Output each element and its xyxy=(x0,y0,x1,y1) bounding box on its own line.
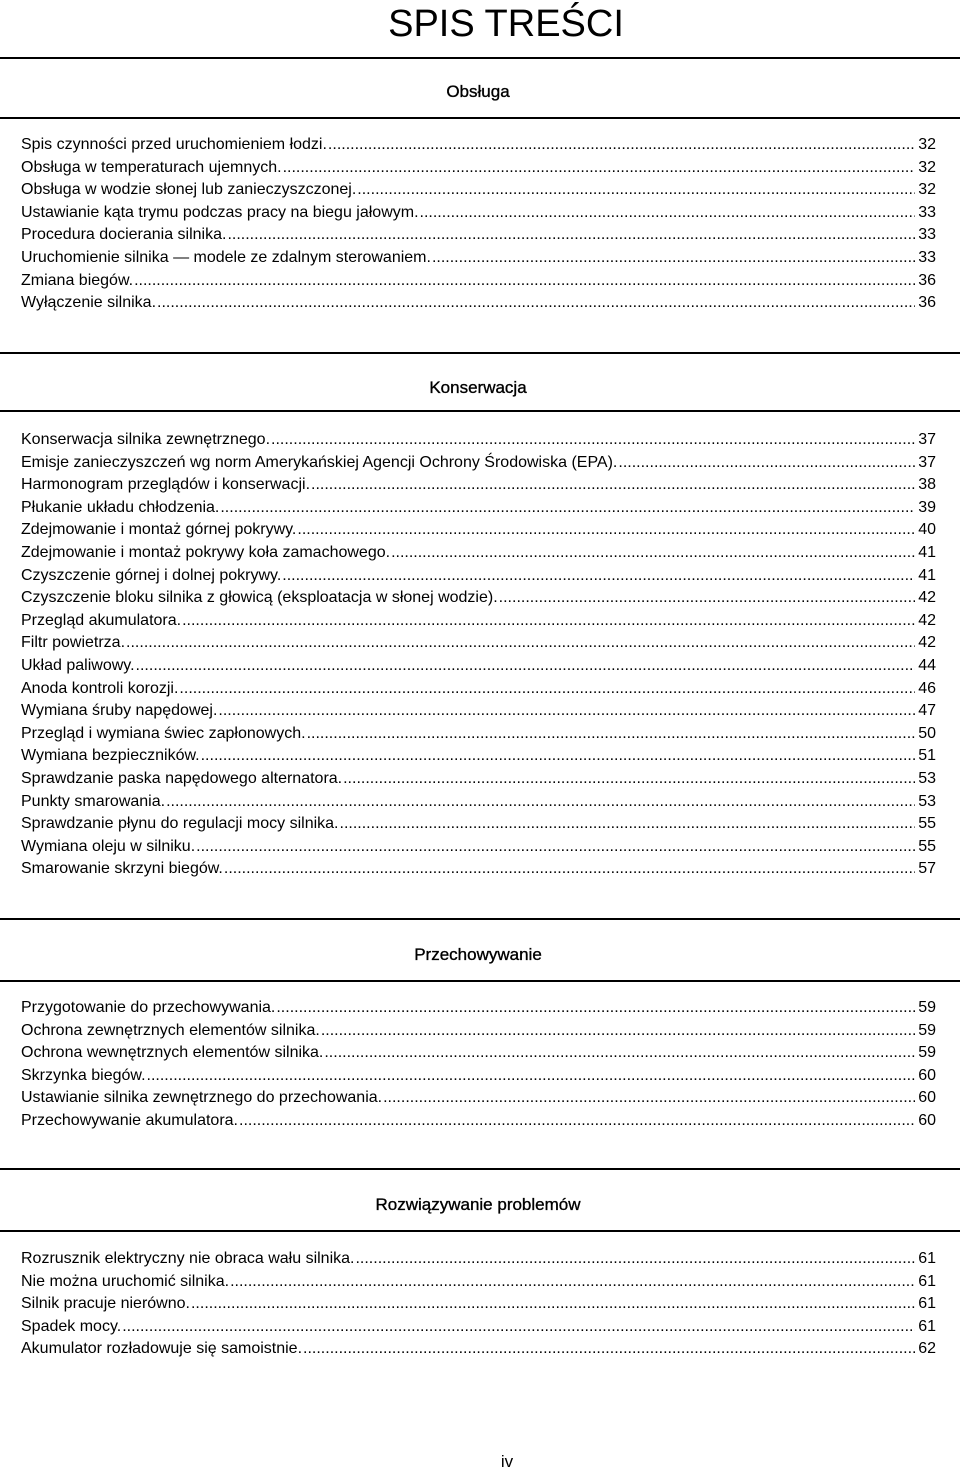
section-divider xyxy=(0,410,960,412)
toc-entry-page-number: 47 xyxy=(918,702,936,720)
toc-entry-page-number: 62 xyxy=(918,1340,936,1358)
toc-entry-page-number: 59 xyxy=(918,1044,936,1062)
toc-entry-page-number: 37 xyxy=(918,453,936,471)
toc-dot-leader xyxy=(239,1110,915,1133)
toc-list-obsluga xyxy=(21,134,936,315)
toc-entry-title: Ochrona zewnętrznych elementów silnika. xyxy=(21,1021,320,1039)
toc-entry-page-number: 55 xyxy=(918,837,936,855)
toc-entry-page-number: 41 xyxy=(918,566,936,584)
toc-entry[interactable] xyxy=(21,157,936,180)
toc-entry-page-number: 39 xyxy=(918,498,936,516)
toc-entry-page-number: 59 xyxy=(918,1021,936,1039)
toc-entry[interactable] xyxy=(21,270,936,293)
toc-entry[interactable] xyxy=(21,1087,936,1110)
toc-entry-title: Zmiana biegów. xyxy=(21,271,134,289)
toc-entry-page-number: 51 xyxy=(918,747,936,765)
toc-entry[interactable] xyxy=(21,813,936,836)
toc-dot-leader xyxy=(321,1020,915,1043)
toc-entry-page-number: 42 xyxy=(918,611,936,629)
toc-entry-page-number: 36 xyxy=(918,271,936,289)
toc-dot-leader xyxy=(383,1087,915,1110)
toc-entry-title: Płukanie układu chłodzenia. xyxy=(21,498,220,516)
toc-entry-title: Przechowywanie akumulatora. xyxy=(21,1111,238,1129)
toc-list-konserwacja xyxy=(21,429,936,881)
toc-dot-leader xyxy=(126,632,915,655)
toc-entry[interactable] xyxy=(21,655,936,678)
toc-entry[interactable] xyxy=(21,1293,936,1316)
toc-entry-page-number: 36 xyxy=(918,294,936,312)
toc-entry-page-number: 32 xyxy=(918,181,936,199)
toc-entry[interactable] xyxy=(21,1065,936,1088)
toc-entry[interactable] xyxy=(21,1020,936,1043)
toc-entry-title: Przegląd i wymiana świec zapłonowych. xyxy=(21,724,306,742)
toc-entry[interactable] xyxy=(21,497,936,520)
section-divider xyxy=(0,918,960,920)
toc-entry-page-number: 53 xyxy=(918,769,936,787)
toc-dot-leader xyxy=(303,1338,915,1361)
section-divider xyxy=(0,1168,960,1170)
section-heading-rozwiazywanie-problemow: Rozwiązywanie problemów xyxy=(375,1195,581,1214)
toc-entry[interactable] xyxy=(21,768,936,791)
toc-entry-page-number: 42 xyxy=(918,589,936,607)
toc-entry-page-number: 61 xyxy=(918,1295,936,1313)
toc-entry-page-number: 42 xyxy=(918,634,936,652)
page-title: SPIS TREŚCI xyxy=(388,3,624,45)
section-heading-obsluga: Obsługa xyxy=(446,82,510,101)
toc-entry[interactable] xyxy=(21,542,936,565)
toc-entry-title: Uruchomienie silnika — modele ze zdalnym sterowaniem. xyxy=(21,248,431,266)
toc-dot-leader xyxy=(307,723,916,746)
toc-entry-title: Wymiana oleju w silniku. xyxy=(21,837,196,855)
toc-dot-leader xyxy=(220,497,915,520)
toc-entry-page-number: 41 xyxy=(918,543,936,561)
toc-entry-title: Silnik pracuje nierówno. xyxy=(21,1295,190,1313)
toc-entry[interactable] xyxy=(21,429,936,452)
toc-entry[interactable] xyxy=(21,587,936,610)
toc-entry[interactable] xyxy=(21,1316,936,1339)
toc-entry[interactable] xyxy=(21,1248,936,1271)
toc-entry[interactable] xyxy=(21,565,936,588)
toc-entry[interactable] xyxy=(21,723,936,746)
toc-entry-page-number: 33 xyxy=(918,248,936,266)
toc-entry[interactable] xyxy=(21,202,936,225)
toc-dot-leader xyxy=(420,202,916,225)
toc-dot-leader xyxy=(432,247,915,270)
toc-entry-page-number: 61 xyxy=(918,1250,936,1267)
toc-entry[interactable] xyxy=(21,836,936,859)
toc-entry[interactable] xyxy=(21,179,936,202)
toc-dot-leader xyxy=(297,519,915,542)
toc-entry-title: Smarowanie skrzyni biegów. xyxy=(21,860,223,878)
toc-entry[interactable] xyxy=(21,224,936,247)
toc-entry-page-number: 40 xyxy=(918,521,936,539)
section-heading-przechowywanie: Przechowywanie xyxy=(414,945,542,964)
toc-entry[interactable] xyxy=(21,292,936,315)
toc-entry-page-number: 59 xyxy=(918,999,936,1016)
toc-dot-leader xyxy=(618,452,915,475)
toc-dot-leader xyxy=(324,1042,915,1065)
toc-entry[interactable] xyxy=(21,997,936,1020)
toc-entry-title: Czyszczenie górnej i dolnej pokrywy. xyxy=(21,566,282,584)
toc-entry[interactable] xyxy=(21,1042,936,1065)
section-divider xyxy=(0,352,960,354)
toc-entry-title: Wymiana śruby napędowej. xyxy=(21,702,218,720)
toc-entry-title: Obsługa w temperaturach ujemnych. xyxy=(21,158,282,176)
toc-dot-leader xyxy=(230,1271,915,1294)
toc-dot-leader xyxy=(343,768,915,791)
toc-entry-title: Harmonogram przeglądów i konserwacji. xyxy=(21,476,311,494)
toc-dot-leader xyxy=(391,542,915,565)
toc-dot-leader xyxy=(157,292,915,315)
toc-entry-page-number: 60 xyxy=(918,1066,936,1084)
toc-entry[interactable] xyxy=(21,1338,936,1361)
toc-entry-page-number: 33 xyxy=(918,203,936,221)
toc-dot-leader xyxy=(166,791,915,814)
toc-entry[interactable] xyxy=(21,632,936,655)
toc-entry-title: Ochrona wewnętrznych elementów silnika. xyxy=(21,1044,324,1062)
toc-entry[interactable] xyxy=(21,247,936,270)
toc-entry[interactable] xyxy=(21,610,936,633)
toc-dot-leader xyxy=(357,179,915,202)
section-divider xyxy=(0,117,960,119)
toc-entry-title: Przygotowanie do przechowywania. xyxy=(21,999,276,1016)
toc-entry-title: Rozrusznik elektryczny nie obraca wału silnika. xyxy=(21,1250,355,1267)
toc-entry[interactable] xyxy=(21,858,936,881)
toc-entry-title: Ustawianie kąta trymu podczas pracy na biegu jałowym. xyxy=(21,203,419,221)
toc-dot-leader xyxy=(191,1293,915,1316)
toc-entry[interactable] xyxy=(21,134,936,157)
toc-dot-leader xyxy=(311,474,915,497)
toc-dot-leader xyxy=(122,1316,915,1339)
section-divider xyxy=(0,980,960,982)
toc-dot-leader xyxy=(227,224,915,247)
toc-entry[interactable] xyxy=(21,700,936,723)
toc-entry-title: Sprawdzanie płynu do regulacji mocy silnika. xyxy=(21,815,339,833)
page-number: iv xyxy=(500,1452,514,1471)
toc-entry-page-number: 55 xyxy=(918,815,936,833)
toc-entry-page-number: 32 xyxy=(918,136,936,153)
toc-entry[interactable] xyxy=(21,1110,936,1133)
toc-dot-leader xyxy=(218,700,915,723)
toc-entry[interactable] xyxy=(21,791,936,814)
toc-entry[interactable] xyxy=(21,519,936,542)
toc-entry-title: Układ paliwowy. xyxy=(21,656,135,674)
toc-dot-leader xyxy=(134,270,915,293)
toc-entry-title: Punkty smarowania. xyxy=(21,792,166,810)
toc-entry-title: Czyszczenie bloku silnika z głowicą (eksploatacja w słonej wodzie). xyxy=(21,589,498,607)
toc-entry-page-number: 32 xyxy=(918,158,936,176)
toc-entry-title: Wymiana bezpieczników. xyxy=(21,747,200,765)
toc-entry-page-number: 61 xyxy=(918,1272,936,1290)
toc-entry-page-number: 57 xyxy=(918,860,936,878)
toc-entry-page-number: 46 xyxy=(918,679,936,697)
toc-entry-title: Nie można uruchomić silnika. xyxy=(21,1272,230,1290)
toc-entry-title: Zdejmowanie i montaż górnej pokrywy. xyxy=(21,521,297,539)
toc-dot-leader xyxy=(182,610,915,633)
toc-dot-leader xyxy=(283,157,916,180)
section-divider xyxy=(0,1230,960,1232)
toc-entry-title: Konserwacja silnika zewnętrznego. xyxy=(21,431,271,448)
toc-entry-title: Procedura docierania silnika. xyxy=(21,226,227,244)
toc-dot-leader xyxy=(147,1065,916,1088)
toc-list-rozwiazywanie-problemow xyxy=(21,1248,936,1361)
toc-entry-page-number: 60 xyxy=(918,1089,936,1107)
toc-dot-leader xyxy=(201,745,916,768)
toc-entry-title: Przegląd akumulatora. xyxy=(21,611,182,629)
toc-list-przechowywanie xyxy=(21,997,936,1133)
toc-entry[interactable] xyxy=(21,678,936,701)
toc-entry-page-number: 50 xyxy=(918,724,936,742)
toc-entry-title: Emisje zanieczyszczeń wg norm Amerykańskiej Agencji Ochrony Środowiska (EPA). xyxy=(21,453,618,471)
toc-entry-title: Spis czynności przed uruchomieniem łodzi. xyxy=(21,136,327,153)
toc-entry-title: Filtr powietrza. xyxy=(21,634,126,652)
toc-dot-leader xyxy=(224,858,915,881)
toc-entry[interactable] xyxy=(21,452,936,475)
toc-entry[interactable] xyxy=(21,1271,936,1294)
toc-entry-title: Zdejmowanie i montaż pokrywy koła zamachowego. xyxy=(21,543,391,561)
toc-entry-title: Sprawdzanie paska napędowego alternatora. xyxy=(21,769,343,787)
toc-entry-title: Anoda kontroli korozji. xyxy=(21,679,179,697)
toc-entry-title: Ustawianie silnika zewnętrznego do przechowania. xyxy=(21,1089,383,1107)
toc-entry-title: Spadek mocy. xyxy=(21,1317,122,1335)
toc-entry-title: Wyłączenie silnika. xyxy=(21,294,157,312)
toc-dot-leader xyxy=(282,565,915,588)
toc-entry-page-number: 37 xyxy=(918,431,936,448)
toc-entry[interactable] xyxy=(21,474,936,497)
toc-entry-title: Obsługa w wodzie słonej lub zanieczyszczonej. xyxy=(21,181,357,199)
toc-entry-title: Akumulator rozładowuje się samoistnie. xyxy=(21,1340,303,1358)
section-divider xyxy=(0,57,960,59)
toc-entry[interactable] xyxy=(21,745,936,768)
toc-entry-page-number: 60 xyxy=(918,1111,936,1129)
toc-dot-leader xyxy=(196,836,915,859)
toc-dot-leader xyxy=(340,813,916,836)
toc-entry-page-number: 44 xyxy=(918,656,936,674)
toc-dot-leader xyxy=(136,655,916,678)
toc-entry-page-number: 61 xyxy=(918,1317,936,1335)
toc-entry-page-number: 53 xyxy=(918,792,936,810)
toc-dot-leader xyxy=(355,1248,915,1271)
toc-dot-leader xyxy=(179,678,915,701)
toc-dot-leader xyxy=(271,429,915,452)
toc-dot-leader xyxy=(276,997,915,1020)
toc-dot-leader xyxy=(499,587,916,610)
toc-entry-title: Skrzynka biegów. xyxy=(21,1066,146,1084)
toc-dot-leader xyxy=(328,134,915,157)
section-heading-konserwacja: Konserwacja xyxy=(429,378,527,397)
toc-entry-page-number: 33 xyxy=(918,226,936,244)
toc-entry-page-number: 38 xyxy=(918,476,936,494)
